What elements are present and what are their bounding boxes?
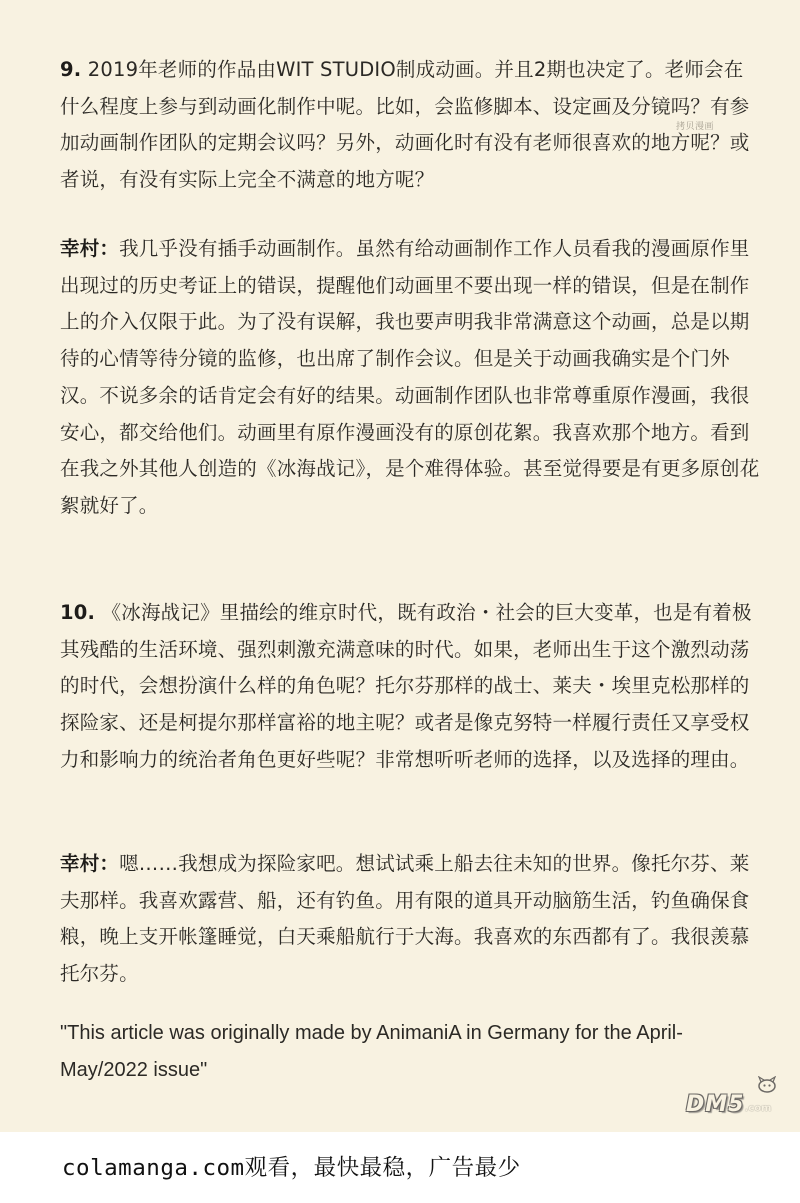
answer-text: 我几乎没有插手动画制作。虽然有给动画制作工作人员看我的漫画原作里出现过的历史考证上的错误，提醒他们动画里不要出现一样的错误，但是在制作上的介入仅限于此。为了没有误解，我也要声明我非常满意这个动画，总是以期待的心情等待分镜的监修，也出席了制作会议。但是关于动画我确实是个门外汉。不说多余的话肯定会有好的结果。动画制作团队也非常尊重原作漫画，我很安心，都交给他们。动画里有原作漫画没有的原创花絮。我喜欢那个地方。看到在我之外其他人创造的《冰海战记》，是个难得体验。甚至觉得要是有更多原创花絮就好了。 bbox=[60, 237, 760, 517]
footer-ad-text: colamanga.com观看，最快最稳，广告最少 bbox=[62, 1155, 521, 1181]
watermark-text: 拷贝漫画 bbox=[676, 122, 715, 132]
answer-9 bbox=[60, 231, 760, 525]
logo-suffix: .com bbox=[744, 1103, 772, 1114]
answer-text: 嗯……我想成为探险家吧。想试试乘上船去往未知的世界。像托尔芬、莱夫那样。我喜欢露营、船，还有钓鱼。用有限的道具开动脑筋生活，钓鱼确保食粮，晚上支开帐篷睡觉，白天乘船航行于大海。我喜欢的东西都有了。我很羡慕托尔芬。 bbox=[60, 852, 750, 986]
question-text: 2019年老师的作品由WIT STUDIO制成动画。并且2期也决定了。老师会在什么程度上参与到动画化制作中呢。比如，会监修脚本、设定画及分镜吗？有参加动画制作团队的定期会议吗？另外，动画化时有没有老师很喜欢的地方呢？或者说，有没有实际上完全不满意的地方呢？ bbox=[60, 58, 750, 192]
question-10 bbox=[60, 595, 760, 779]
speaker-label: 幸村： bbox=[60, 852, 120, 875]
dm5-logo bbox=[686, 1092, 772, 1117]
answer-10 bbox=[60, 846, 760, 993]
question-number: 9. bbox=[60, 58, 82, 81]
source-credit: "This article was originally made by AnimaniA in Germany for the April-May/2022 issue" bbox=[60, 1022, 683, 1081]
question-9 bbox=[60, 52, 760, 199]
speaker-label: 幸村： bbox=[60, 237, 120, 260]
question-text: 《冰海战记》里描绘的维京时代，既有政治・社会的巨大变革，也是有着极其残酷的生活环境、强烈刺激充满意味的时代。如果，老师出生于这个激烈动荡的时代，会想扮演什么样的角色呢？托尔芬那样的战士、莱夫・埃里克松那样的探险家、还是柯提尔那样富裕的地主呢？或者是像克努特一样履行责任又享受权力和影响力的统治者角色更好些呢？非常想听听老师的选择，以及选择的理由。 bbox=[60, 601, 752, 771]
logo-brand: DM5 bbox=[686, 1092, 745, 1117]
question-number: 10. bbox=[60, 601, 96, 624]
